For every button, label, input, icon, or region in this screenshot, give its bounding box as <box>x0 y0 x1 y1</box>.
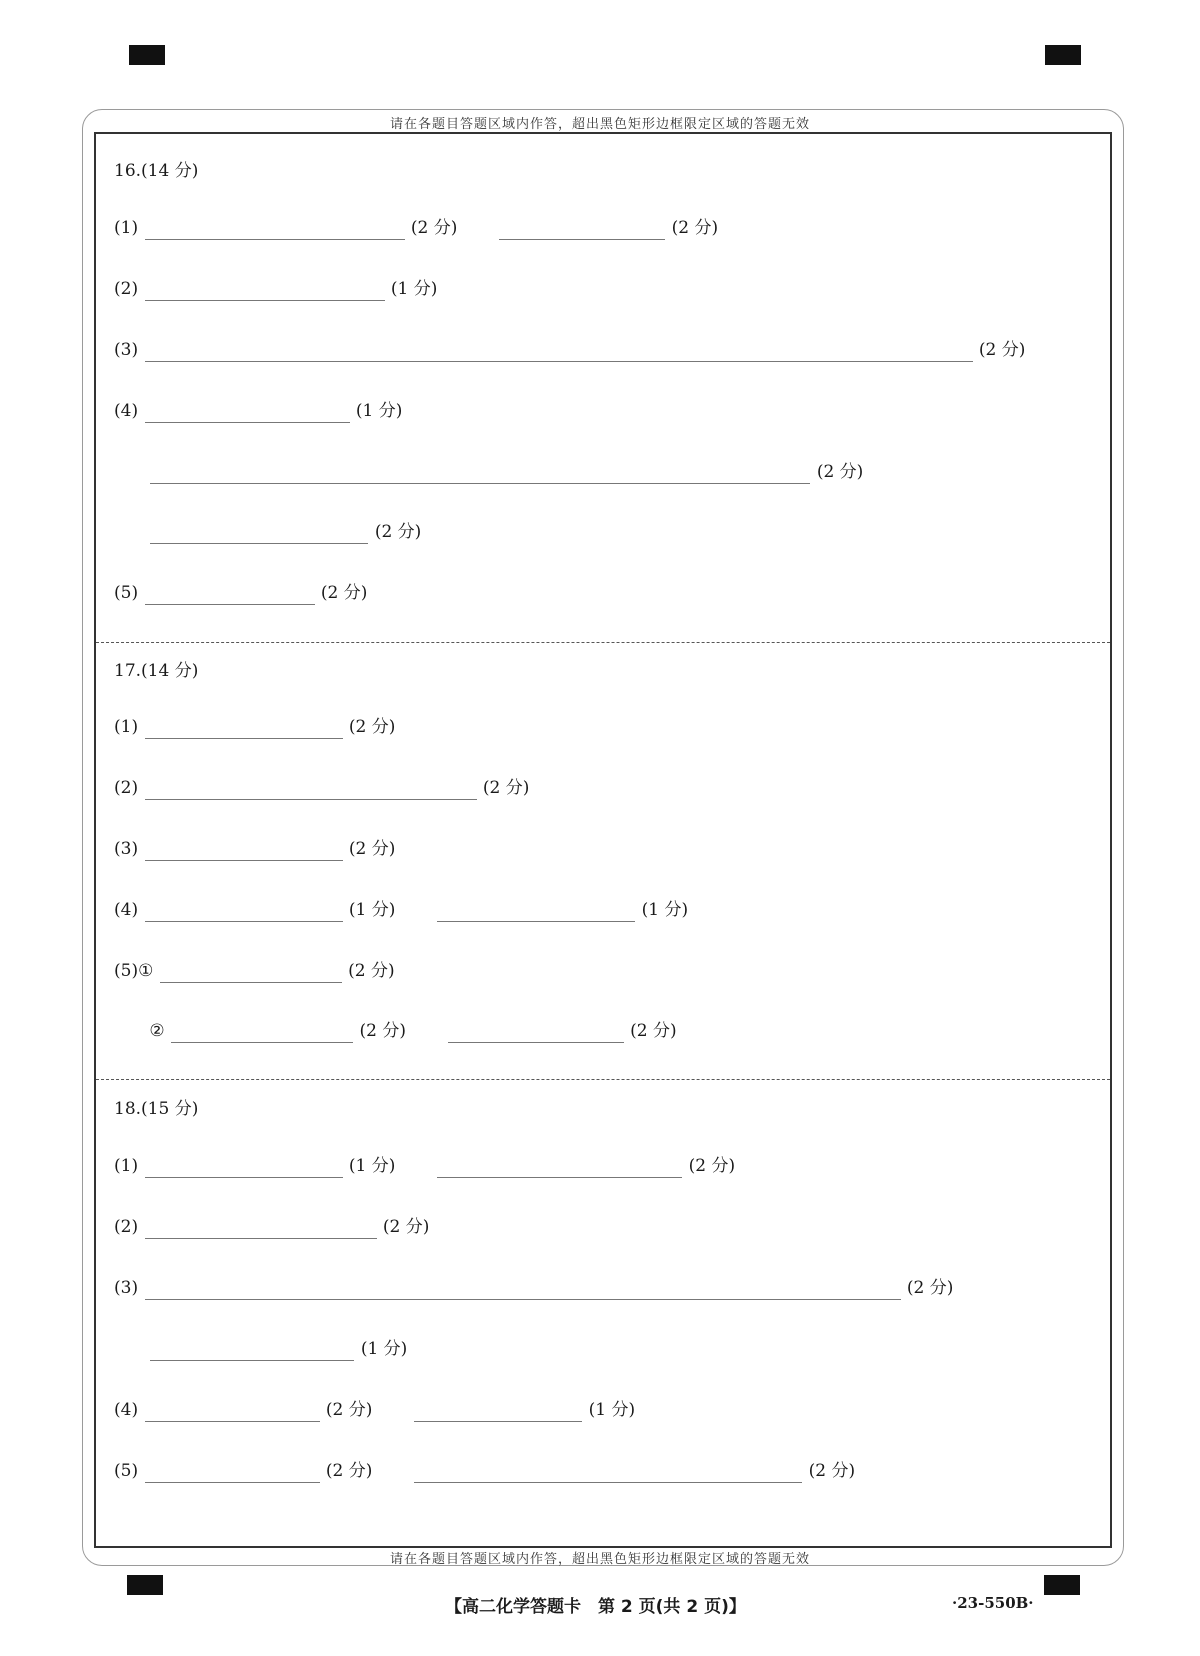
q18-p5-label: (5) <box>114 1461 139 1481</box>
q17-part5-sub2 <box>114 1019 677 1043</box>
q18-p2-label: (2) <box>114 1217 139 1237</box>
q17-p3-score: (2 分) <box>348 839 396 859</box>
section-divider-16-17 <box>96 642 1110 643</box>
q16-p2-score: (1 分) <box>390 279 438 299</box>
q18-title: 18.(15 分) <box>114 1099 199 1119</box>
registration-marker-top-left <box>129 45 165 65</box>
q18-part2 <box>114 1215 429 1239</box>
footer-title: 【高二化学答题卡 第 2 页(共 2 页)】 <box>445 1597 746 1617</box>
q17-p5-sub2-label: ② <box>149 1021 165 1041</box>
q18-p4-blank-2[interactable] <box>414 1403 582 1422</box>
q16-p5-blank[interactable] <box>145 586 315 605</box>
q17-p5-score-1: (2 分) <box>348 961 395 981</box>
q18-part5 <box>114 1459 855 1483</box>
q16-p1-score-1: (2 分) <box>410 218 458 238</box>
q16-part3 <box>114 338 1025 362</box>
q18-part4 <box>114 1398 635 1422</box>
q18-p4-label: (4) <box>114 1400 139 1420</box>
q17-title: 17.(14 分) <box>114 661 199 681</box>
registration-marker-bottom-right <box>1044 1575 1080 1595</box>
q17-part2 <box>114 776 529 800</box>
q18-p1-score-1: (1 分) <box>348 1156 396 1176</box>
q17-p1-score: (2 分) <box>348 717 396 737</box>
section-divider-17-18 <box>96 1079 1110 1080</box>
notice-bottom: 请在各题目答题区域内作答，超出黑色矩形边框限定区域的答题无效 <box>389 1552 810 1567</box>
q16-title: 16.(14 分) <box>114 161 199 181</box>
q18-part1 <box>114 1154 735 1178</box>
q18-p2-score: (2 分) <box>382 1217 430 1237</box>
q18-p3-blank-1[interactable] <box>145 1281 901 1300</box>
registration-marker-bottom-left <box>127 1575 163 1595</box>
q16-p4-score-3: (2 分) <box>374 522 422 542</box>
q16-p5-label: (5) <box>114 583 139 603</box>
q16-p4-score-2: (2 分) <box>816 462 864 482</box>
q18-p2-blank[interactable] <box>145 1220 377 1239</box>
q18-p3-label: (3) <box>114 1278 139 1298</box>
q16-p2-label: (2) <box>114 279 139 299</box>
q17-part1 <box>114 715 395 739</box>
answer-area-frame <box>94 132 1112 1548</box>
q16-p3-score: (2 分) <box>978 340 1026 360</box>
q16-p5-score: (2 分) <box>320 583 368 603</box>
q17-p2-label: (2) <box>114 778 139 798</box>
q16-p1-label: (1) <box>114 218 139 238</box>
q17-p5-sub2-score-1: (2 分) <box>359 1021 406 1041</box>
q18-p5-blank-2[interactable] <box>414 1464 802 1483</box>
q16-part1 <box>114 216 718 240</box>
q16-p4-score-1: (1 分) <box>355 401 403 421</box>
q17-p5-blank-1[interactable] <box>160 964 342 983</box>
q17-part4 <box>114 898 688 922</box>
q18-p4-score-1: (2 分) <box>325 1400 373 1420</box>
footer-code: ·23-550B· <box>952 1594 1034 1612</box>
registration-marker-top-right <box>1045 45 1081 65</box>
q16-part4-line3 <box>114 520 421 544</box>
q16-part4 <box>114 399 402 423</box>
q16-p4-blank-3[interactable] <box>150 525 368 544</box>
q18-p3-score-2: (1 分) <box>360 1339 408 1359</box>
q16-p1-blank-1[interactable] <box>145 221 405 240</box>
q17-p5-label: (5)① <box>114 961 154 981</box>
q16-p4-blank-1[interactable] <box>145 404 350 423</box>
q18-p5-score-2: (2 分) <box>808 1461 856 1481</box>
q17-p4-blank-1[interactable] <box>145 903 343 922</box>
q17-p4-score-1: (1 分) <box>348 900 396 920</box>
q16-part5 <box>114 581 367 605</box>
q16-part2 <box>114 277 437 301</box>
q17-p5-sub2-blank-1[interactable] <box>171 1024 353 1043</box>
q18-p5-blank-1[interactable] <box>145 1464 320 1483</box>
q17-p2-blank[interactable] <box>145 781 477 800</box>
q18-p1-label: (1) <box>114 1156 139 1176</box>
q17-p3-blank[interactable] <box>145 842 343 861</box>
q16-part4-line2 <box>114 460 863 484</box>
q17-part5 <box>114 959 395 983</box>
q16-p1-score-2: (2 分) <box>671 218 719 238</box>
q16-p4-label: (4) <box>114 401 139 421</box>
q18-part3 <box>114 1276 953 1300</box>
q18-p1-score-2: (2 分) <box>688 1156 736 1176</box>
q16-p3-label: (3) <box>114 340 139 360</box>
q18-p3-score-1: (2 分) <box>906 1278 954 1298</box>
q17-p4-score-2: (1 分) <box>641 900 689 920</box>
q18-p3-blank-2[interactable] <box>150 1342 354 1361</box>
q17-p4-blank-2[interactable] <box>437 903 635 922</box>
q17-p2-score: (2 分) <box>482 778 530 798</box>
q17-p1-blank[interactable] <box>145 720 343 739</box>
q17-p5-sub2-score-2: (2 分) <box>630 1021 677 1041</box>
q16-p3-blank[interactable] <box>145 343 973 362</box>
q18-p4-score-2: (1 分) <box>588 1400 636 1420</box>
q17-p3-label: (3) <box>114 839 139 859</box>
q17-p5-sub2-blank-2[interactable] <box>448 1024 624 1043</box>
q18-p1-blank-2[interactable] <box>437 1159 682 1178</box>
q18-p4-blank-1[interactable] <box>145 1403 320 1422</box>
q16-p1-blank-2[interactable] <box>499 221 665 240</box>
q18-part3-line2 <box>114 1337 407 1361</box>
q18-p1-blank-1[interactable] <box>145 1159 343 1178</box>
q17-p4-label: (4) <box>114 900 139 920</box>
notice-top: 请在各题目答题区域内作答，超出黑色矩形边框限定区域的答题无效 <box>389 117 810 132</box>
q17-p1-label: (1) <box>114 717 139 737</box>
q17-part3 <box>114 837 395 861</box>
q18-p5-score-1: (2 分) <box>325 1461 373 1481</box>
q16-p2-blank[interactable] <box>145 282 385 301</box>
q16-p4-blank-2[interactable] <box>150 465 810 484</box>
